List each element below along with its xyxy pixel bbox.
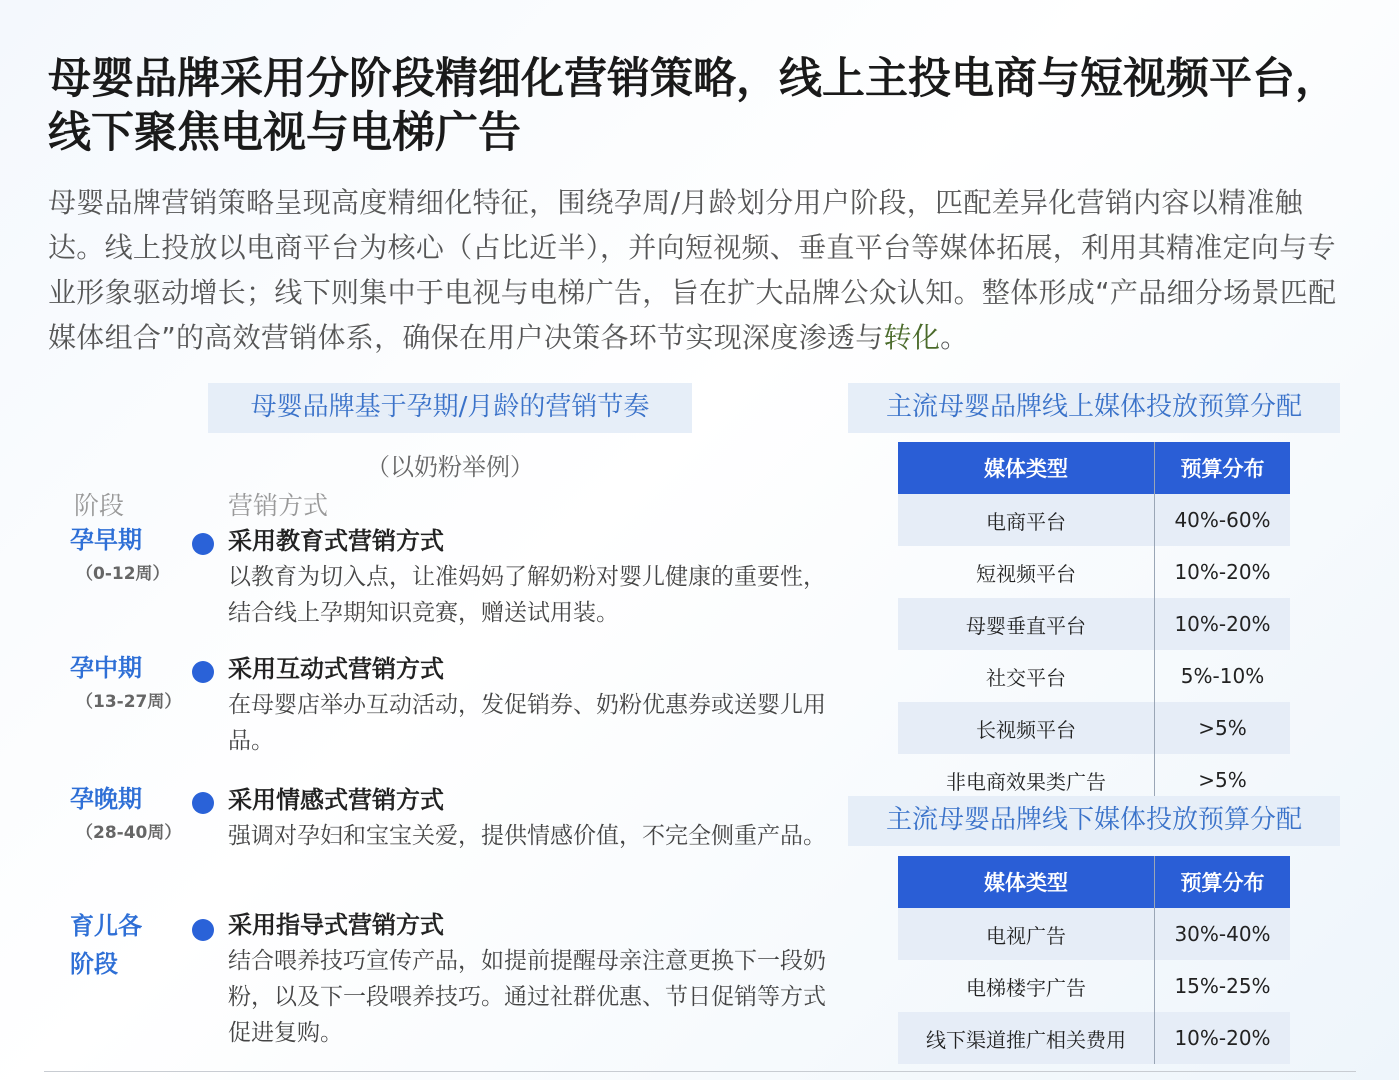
budget-cell: 10%-20% — [1155, 598, 1291, 650]
table-header-row — [898, 856, 1290, 908]
stage-name: 孕早期 — [70, 526, 142, 554]
header-budget: 预算分布 — [1155, 856, 1291, 908]
bullet-dot-icon — [192, 533, 214, 555]
table-row — [898, 494, 1290, 546]
stage-name: 孕晚期 — [70, 785, 142, 813]
intro-paragraph — [48, 180, 1358, 360]
table-row — [898, 908, 1290, 960]
stage-range: （0-12周） — [76, 564, 170, 584]
bullet-dot-icon — [192, 792, 214, 814]
stage-rhythm-banner: 母婴品牌基于孕期/月龄的营销节奏 — [208, 383, 692, 433]
method-title: 采用情感式营销方式 — [228, 786, 444, 814]
budget-cell: 40%-60% — [1155, 494, 1291, 546]
table-row — [898, 702, 1290, 754]
stage-range: （13-27周） — [76, 692, 182, 712]
media-type-cell: 社交平台 — [898, 650, 1155, 702]
budget-cell: >5% — [1155, 702, 1291, 754]
method-title: 采用指导式营销方式 — [228, 911, 444, 939]
method-title: 采用互动式营销方式 — [228, 655, 444, 683]
method-description: 在母婴店举办互动活动，发促销券、奶粉优惠券或送婴儿用品。 — [228, 692, 826, 754]
media-type-cell: 短视频平台 — [898, 546, 1155, 598]
online-budget-table — [898, 442, 1290, 806]
online-budget-banner: 主流母婴品牌线上媒体投放预算分配 — [848, 383, 1340, 433]
stage-name: 孕中期 — [70, 654, 142, 682]
header-budget: 预算分布 — [1155, 442, 1291, 494]
method-description: 结合喂养技巧宣传产品，如提前提醒母亲注意更换下一段奶粉，以及下一段喂养技巧。通过社群优惠、节日促销等方式促进复购。 — [228, 948, 826, 1046]
intro-text: 母婴品牌营销策略呈现高度精细化特征，围绕孕周/月龄划分用户阶段，匹配差异化营销内容以精准触达。线上投放以电商平台为核心（占比近半），并向短视频、垂直平台等媒体拓展，利用其精准定向与专业形象驱动增长；线下则集中于电视与电梯广告，旨在扩大品牌公众认知。整体形成“产品细分场景匹配媒体组合”的高效营销体系，确保在用户决策各环节实现深度渗透与 — [48, 186, 1337, 354]
media-type-cell: 长视频平台 — [898, 702, 1155, 754]
media-type-cell: 非电商效果类广告 — [898, 754, 1155, 806]
media-type-cell: 母婴垂直平台 — [898, 598, 1155, 650]
bullet-dot-icon — [192, 919, 214, 941]
method-description: 强调对孕妇和宝宝关爱，提供情感价值，不完全侧重产品。 — [228, 823, 826, 849]
media-type-cell: 线下渠道推广相关费用 — [898, 1012, 1155, 1064]
stage-name: 育儿各阶段 — [70, 912, 142, 978]
bottom-divider — [44, 1071, 1356, 1072]
budget-cell: 30%-40% — [1155, 908, 1291, 960]
page-title: 母婴品牌采用分阶段精细化营销策略，线上主投电商与短视频平台，线下聚焦电视与电梯广告 — [48, 54, 1338, 158]
table-header-row — [898, 442, 1290, 494]
offline-budget-table — [898, 856, 1290, 1064]
media-type-cell: 电视广告 — [898, 908, 1155, 960]
table-row — [898, 598, 1290, 650]
example-note: （以奶粉举例） — [366, 453, 534, 481]
column-header-method: 营销方式 — [228, 491, 329, 520]
budget-cell: 15%-25% — [1174, 974, 1271, 998]
offline-budget-banner: 主流母婴品牌线下媒体投放预算分配 — [848, 796, 1340, 846]
stage-range: （28-40周） — [76, 823, 182, 843]
column-header-stage: 阶段 — [74, 491, 125, 520]
budget-cell: 10%-20% — [1174, 560, 1271, 584]
table-row — [898, 546, 1290, 598]
bullet-dot-icon — [192, 661, 214, 683]
budget-cell: 5%-10% — [1180, 664, 1265, 688]
table-row — [898, 960, 1290, 1012]
intro-end: 。 — [940, 321, 969, 354]
table-row — [898, 650, 1290, 702]
budget-cell: 10%-20% — [1155, 1012, 1291, 1064]
header-media-type: 媒体类型 — [898, 856, 1155, 908]
header-media-type: 媒体类型 — [898, 442, 1155, 494]
method-title: 采用教育式营销方式 — [228, 527, 444, 555]
media-type-cell: 电商平台 — [898, 494, 1155, 546]
media-type-cell: 电梯楼宇广告 — [898, 960, 1155, 1012]
intro-highlight: 转化 — [883, 321, 941, 354]
table-row — [898, 1012, 1290, 1064]
method-description: 以教育为切入点，让准妈妈了解奶粉对婴儿健康的重要性，结合线上孕期知识竞赛，赠送试用装。 — [228, 564, 826, 626]
budget-cell: >5% — [1198, 768, 1247, 792]
